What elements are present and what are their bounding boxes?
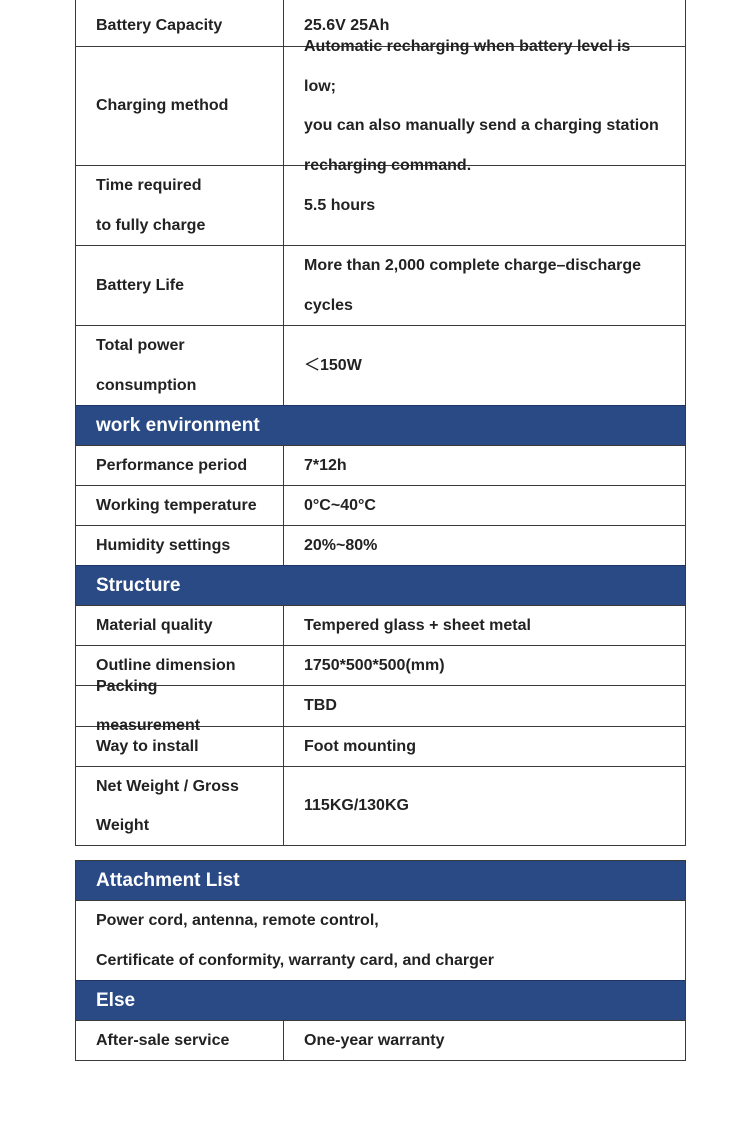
- row-value: 115KG/130KG: [304, 797, 409, 815]
- row-label: [76, 326, 284, 405]
- table-row: [76, 525, 685, 565]
- value-line: 25.6V 25Ah: [304, 17, 390, 35]
- row-value: 7*12h: [304, 456, 347, 474]
- label-line: Total power: [96, 337, 185, 354]
- row-value: TBD: [304, 697, 337, 715]
- value-line: ＜150W: [304, 356, 362, 374]
- row-label: [76, 0, 284, 46]
- table-row: [76, 245, 685, 325]
- row-label: Performance period: [76, 446, 284, 485]
- row-label: After-sale service: [76, 1021, 284, 1060]
- value-line: More than 2,000 complete charge–discharge: [304, 257, 642, 274]
- label-line: Battery Life: [96, 276, 185, 294]
- label-line: Material quality: [96, 616, 213, 634]
- section-header-work-environment: work environment: [76, 405, 685, 445]
- row-label: [76, 677, 284, 734]
- table-row: [76, 677, 685, 734]
- row-value: 20%~80%: [304, 536, 378, 554]
- row-value: [284, 38, 685, 174]
- row-label: [76, 246, 284, 325]
- table-row: [76, 1020, 685, 1060]
- label-line: consumption: [96, 376, 197, 394]
- row-value: 1750*500*500(mm): [304, 656, 445, 674]
- table-row: [76, 445, 685, 485]
- row-value: [284, 326, 685, 405]
- label-line: Outline dimension: [96, 656, 236, 674]
- section-header-attachment-list: Attachment List: [76, 861, 685, 900]
- attachment-line: Certificate of conformity, warranty card, and charger: [96, 951, 495, 969]
- label-line: Battery Capacity: [96, 17, 223, 35]
- attachment-table: [75, 860, 686, 1061]
- label-line: Packing measurement: [96, 677, 201, 734]
- label-line: to fully charge: [96, 216, 206, 234]
- row-value: Tempered glass + sheet metal: [304, 616, 531, 634]
- value-line: you can also manually send a charging station: [304, 117, 659, 134]
- row-value: Foot mounting: [304, 737, 416, 755]
- section-header-else: Else: [76, 980, 685, 1020]
- row-label: [76, 47, 284, 165]
- row-label: Humidity settings: [76, 526, 284, 565]
- spec-table: [75, 0, 686, 846]
- table-row: [76, 165, 685, 245]
- table-row: [76, 485, 685, 525]
- row-label: [76, 767, 284, 845]
- table-row: [76, 605, 685, 645]
- label-line: Charging method: [96, 97, 229, 115]
- attachment-items: [76, 901, 685, 980]
- label-line: Net Weight / Gross: [96, 777, 239, 795]
- row-label: Working temperature: [76, 486, 284, 525]
- table-row: [76, 325, 685, 405]
- table-row: [76, 726, 685, 766]
- row-value: One-year warranty: [304, 1031, 445, 1049]
- section-header-structure: Structure: [76, 565, 685, 605]
- attachment-line: Power cord, antenna, remote control,: [96, 912, 379, 929]
- table-row: [76, 766, 685, 845]
- row-label: [76, 727, 284, 766]
- row-label: [76, 606, 284, 645]
- label-line: Time required: [96, 177, 202, 194]
- row-value: [284, 246, 685, 325]
- row-value: [284, 166, 685, 245]
- value-line: cycles: [304, 296, 353, 314]
- value-line: Automatic recharging when battery level is low;: [304, 38, 631, 95]
- row-label: [76, 166, 284, 245]
- row-value: 0°C~40°C: [304, 496, 376, 514]
- value-line: 5.5 hours: [304, 196, 376, 214]
- label-line: Way to install: [96, 737, 199, 755]
- table-row: [76, 38, 685, 174]
- table-row: [76, 900, 685, 980]
- value-line: recharging command.: [304, 156, 472, 174]
- label-line: Weight: [96, 817, 150, 834]
